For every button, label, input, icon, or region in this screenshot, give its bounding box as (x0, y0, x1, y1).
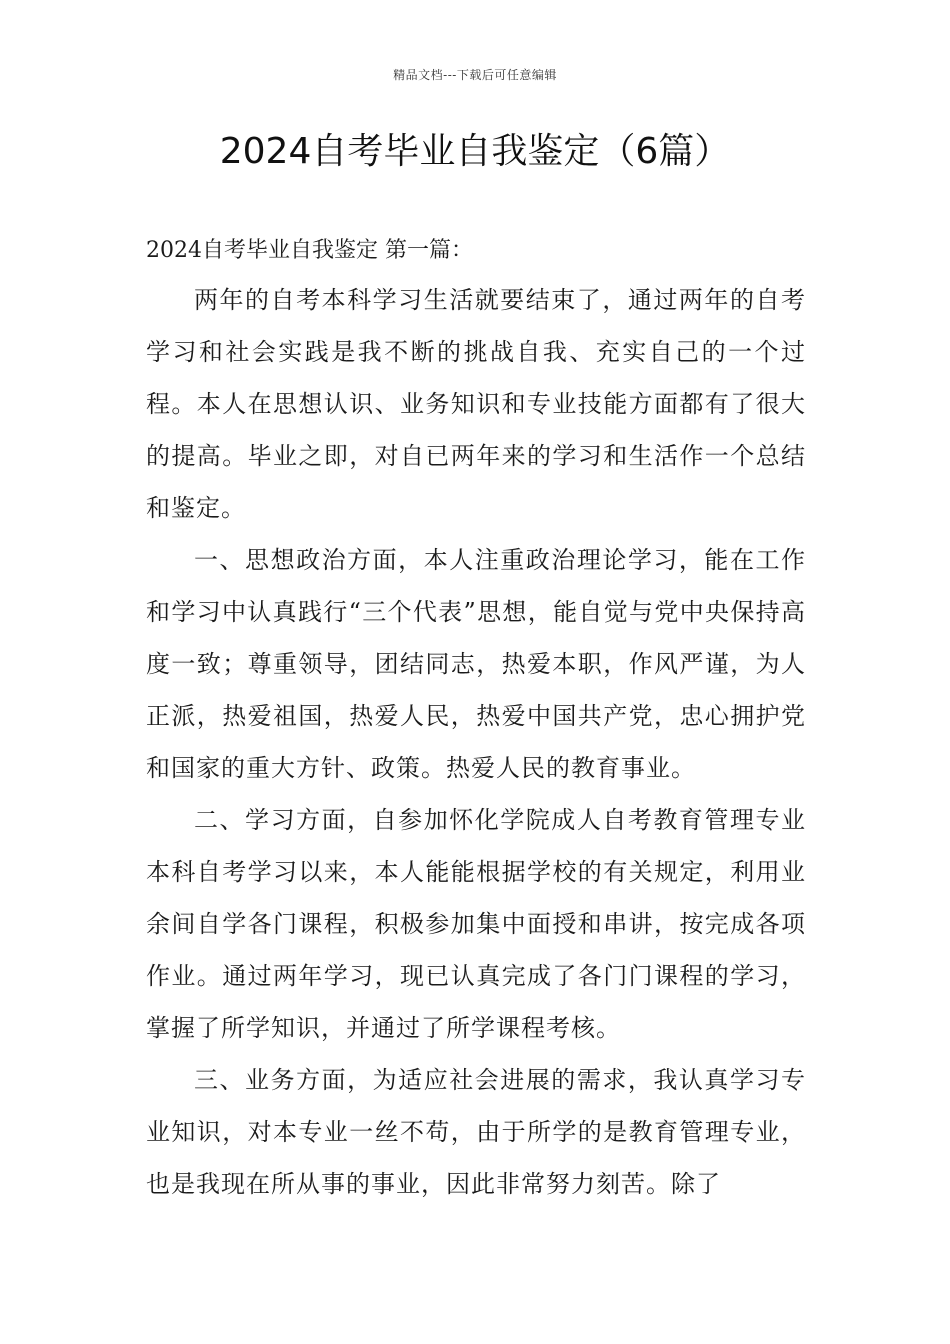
document-title: 2024自考毕业自我鉴定（6篇） (219, 131, 731, 172)
paragraph-intro: 两年的自考本科学习生活就要结束了，通过两年的自考学习和社会实践是我不断的挑战自我、充实自己的一个过程。本人在思想认识、业务知识和专业技能方面都有了很大的提高。毕业之即，对自已两年来的学习和生活作一个总结和鉴定。 (146, 286, 806, 522)
section-heading: 2024自考毕业自我鉴定 第一篇： (146, 238, 473, 263)
paragraph-study: 二、学习方面，自参加怀化学院成人自考教育管理专业本科自考学习以来，本人能能根据学校的有关规定，利用业余间自学各门课程，积极参加集中面授和串讲，按完成各项作业。通过两年学习，现已认真完成了各门门课程的学习，掌握了所学知识，并通过了所学课程考核。 (146, 806, 806, 1042)
header-note: 精品文档---下载后可任意编辑 (393, 68, 557, 82)
document-body (146, 228, 806, 1210)
paragraph-work: 三、业务方面，为适应社会进展的需求，我认真学习专业知识，对本专业一丝不苟，由于所学的是教育管理专业，也是我现在所从事的事业，因此非常努力刻苦。除了 (146, 1066, 806, 1198)
paragraph-political: 一、思想政治方面，本人注重政治理论学习，能在工作和学习中认真践行“三个代表”思想，能自觉与党中央保持高度一致；尊重领导，团结同志，热爱本职，作风严谨，为人正派，热爱祖国，热爱人民，热爱中国共产党，忠心拥护党和国家的重大方针、政策。热爱人民的教育事业。 (146, 546, 806, 782)
